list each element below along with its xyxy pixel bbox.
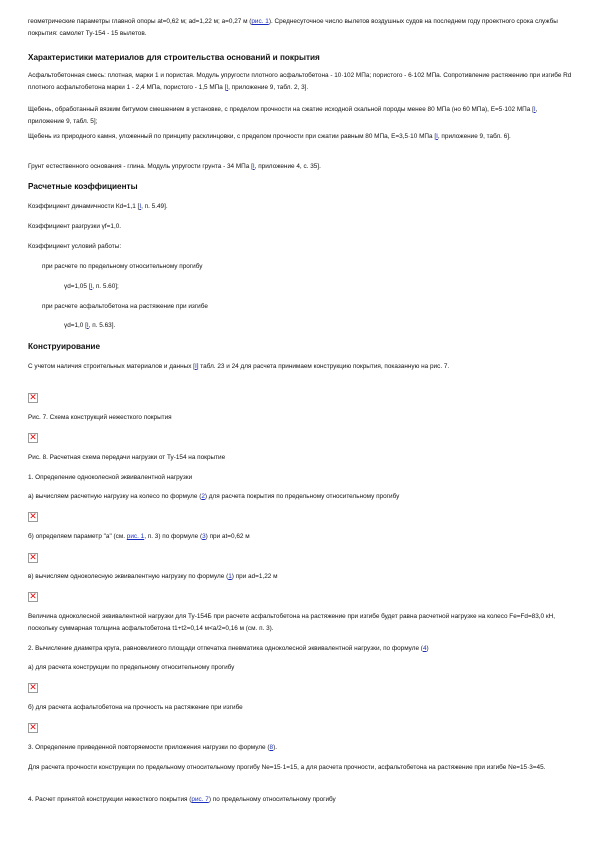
broken-image-icon: ✕ [29,683,37,693]
broken-image-icon: ✕ [29,512,37,522]
paragraph-deflection-case: при расчете по предельному относительному прогибу [42,263,203,270]
link-fig-1[interactable]: рис. 1 [126,533,145,540]
link-ref-i[interactable]: I [533,106,536,113]
link-ref-i[interactable]: I [226,84,229,92]
paragraph-construction-choice: С учетом наличия строительных материалов и данных [I] табл. 23 и 24 для расчета принимаем конструкцию покрытия, показанную на рис. 7. [28,363,450,370]
caption-fig-8: Рис. 8. Расчетная схема передачи нагрузки от Ту-154 на покрытие [28,454,226,461]
link-formula-1[interactable]: 1 [228,573,232,580]
paragraph-gamma-deflection: γd=1,05 [I, п. 5.60]; [64,283,119,290]
paragraph-bending-case: при расчете асфальтобетона на растяжение при изгибе [42,303,208,310]
caption-fig-7: Рис. 7. Схема конструкций нежесткого покрытия [28,414,172,421]
paragraph-step-2: 2. Вычисление диаметра круга, равновеликого площади отпечатка пневматика одноколесной эквивалентной нагрузки, по формуле (4) [28,645,429,652]
paragraph-step-2a: а) для расчета конструкции по предельному относительному прогибу [28,664,235,671]
paragraph-bitumen-gravel: Щебень, обработанный вязким битумом смешением в установке, с пределом прочности на сжатие исходной скальной породы менее 80 МПа (но 60 МПа), Е=5·102 МПа [I, приложение 9, табл. 5]; [28,106,538,126]
link-ref-i[interactable]: I [194,363,197,370]
link-ref-i[interactable]: I [436,133,438,140]
paragraph-main-gear-params: геометрические параметры главной опоры аt=0,62 м; аd=1,22 м; а=0,27 м (рис. 1). Среднесуточное число вылетов воздушных судов на последнем году проектного срока службы покрытия: самолет Ту-154 - 15 вылетов. [28,18,558,38]
paragraph-step-1a: а) вычисляем расчетную нагрузку на колесо по формуле (2) для расчета покрытия по предельному относительному прогибу [28,493,400,500]
broken-image-icon: ✕ [29,393,37,403]
paragraph-gamma-bending: γd=1,0 [I, п. 5.63]. [64,322,116,329]
paragraph-asphalt-mix: Асфальтобетонная смесь: плотная, марки 1 и пористая. Модуль упругости плотного асфальтобетона - 10·102 МПа; пористого - 6·102 МПа. Сопротивление растяжению при изгибе Rd плотного асфальтобетона марки 1 - 2,4 МПа, пористого - 1,5 МПа [I, приложение 9, табл. 2, 3]. [28,72,572,92]
link-formula-2[interactable]: 2 [201,493,205,500]
link-fig-7[interactable]: рис. 7 [191,796,209,803]
paragraph-step-2b: б) для расчета асфальтобетона на прочность на растяжение при изгибе [28,704,243,711]
paragraph-repetitions: Для расчета прочности конструкции по предельному относительному прогибу Nе=15·1=15, а для расчета прочности, асфальтобетона на растяжение при изгибе Nе=15·3=45. [28,764,546,771]
paragraph-equivalent-load: Величина одноколесной эквивалентной нагрузки для Ту-154Б при расчете асфальтобетона на растяжение при изгибе будет равна расчетной нагрузке на колесо Fе=Fd=83,0 кН, поскольку суммарная толщина асфальтобетона t1+t2=0,14 м<а/2=0,16 м (см. п. 3). [28,613,556,633]
link-ref-i[interactable]: I [90,283,93,290]
paragraph-natural-gravel: Щебень из природного камня, уложенный по принципу расклинцовки, с пределом прочности при сжатии равным 80 МПа, Е=3,5·10 МПа [I, приложение 9, табл. 6]. [28,133,511,140]
broken-image-icon: ✕ [29,723,37,733]
paragraph-step-1c: в) вычисляем одноколесную эквивалентную нагрузку по формуле (1) при аd=1,22 м [28,573,278,580]
link-ref-i[interactable]: I [139,203,142,210]
link-ref-i[interactable]: I [86,322,89,329]
paragraph-dynamic-coef: Коэффициент динамичности Кd=1,1 [I, п. 5.49]. [28,203,168,210]
paragraph-step-1: 1. Определение одноколесной эквивалентной нагрузки [28,474,193,481]
broken-image-icon: ✕ [29,592,37,602]
paragraph-unloading-coef: Коэффициент разгрузки γf=1,0. [28,223,122,230]
paragraph-step-3: 3. Определение приведенной повторяемости приложения нагрузки по формуле (8). [28,744,277,751]
heading-coefficients: Расчетные коэффициенты [28,182,138,191]
link-formula-3[interactable]: 3 [202,533,206,540]
heading-design: Конструирование [28,342,101,351]
heading-materials: Характеристики материалов для строительства оснований и покрытия [28,53,320,62]
link-formula-8[interactable]: 8 [269,744,274,751]
link-ref-i[interactable]: I [252,163,255,170]
paragraph-working-conditions: Коэффициент условий работы: [28,243,122,250]
broken-image-icon: ✕ [29,553,37,563]
link-fig-1[interactable]: рис. 1 [251,18,269,25]
paragraph-step-1b: б) определяем параметр "а" (см. рис. 1, п. 3) по формуле (3) при аt=0,62 м [28,533,250,540]
broken-image-icon: ✕ [29,433,37,443]
paragraph-subgrade: Грунт естественного основания - глина. Модуль упругости грунта - 34 МПа [I, приложение 4, с. 35]. [28,163,321,170]
paragraph-step-4: 4. Расчет принятой конструкции нежесткого покрытия (рис. 7) по предельному относительному прогибу [28,796,336,803]
link-formula-4[interactable]: 4 [422,645,427,652]
